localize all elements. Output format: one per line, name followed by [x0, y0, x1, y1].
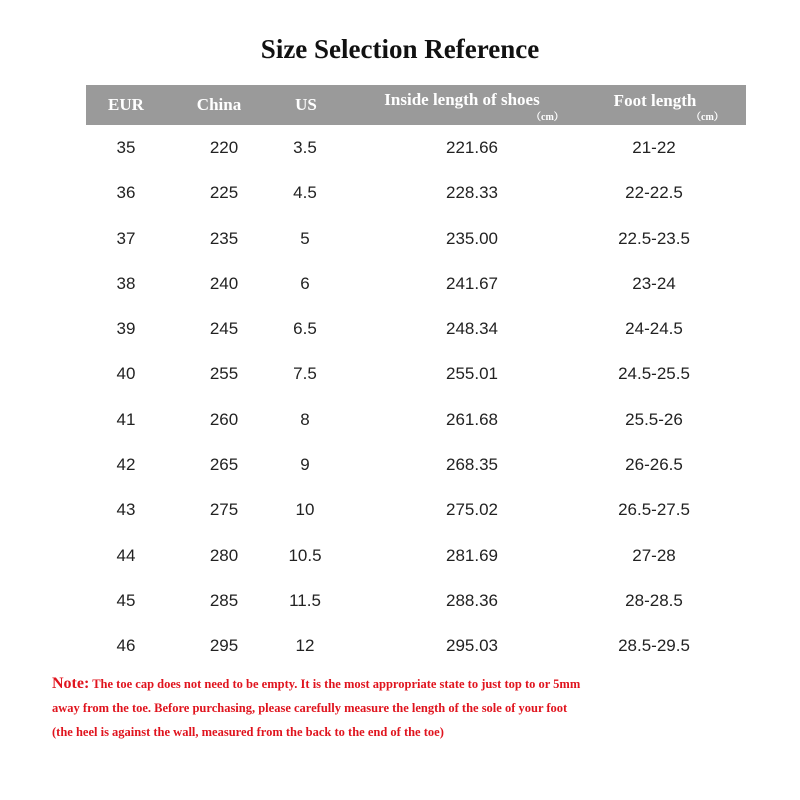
cell-inside-length: 288.36 [446, 590, 498, 610]
note-line-2: away from the toe. Before purchasing, please carefully measure the length of the sole of your foot [52, 701, 568, 715]
cell-us: 4.5 [293, 183, 317, 203]
cell-eur: 41 [116, 409, 136, 429]
note-line-1 [52, 672, 772, 696]
cell-us: 3.5 [293, 138, 317, 157]
cell-china: 225 [209, 183, 239, 203]
table-row [86, 623, 746, 668]
cell-foot-length: 21-22 [632, 138, 676, 157]
table-row [86, 397, 746, 442]
page-title: Size Selection Reference [260, 34, 540, 64]
cell-inside-length: 235.00 [446, 228, 498, 248]
note-line-3: (the heel is against the wall, measured from the back to the end of the toe) [52, 725, 444, 739]
cell-inside-length: 268.35 [446, 455, 498, 475]
header-label-inside-length: Inside length of shoes [384, 90, 540, 109]
cell-foot-length: 26.5-27.5 [618, 500, 690, 520]
cell-foot-length: 25.5-26 [625, 409, 683, 429]
cell-china: 240 [209, 273, 239, 293]
cell-us: 12 [295, 636, 315, 656]
header-unit-inside-length: （cm） [531, 112, 564, 123]
cell-inside-length: 281.69 [446, 545, 498, 565]
table-row [86, 216, 746, 261]
cell-foot-length: 24.5-25.5 [618, 364, 690, 384]
cell-foot-length: 24-24.5 [625, 319, 683, 339]
cell-us: 8 [300, 409, 310, 429]
cell-us: 5 [300, 228, 310, 248]
cell-china: 245 [209, 319, 239, 339]
cell-inside-length: 255.01 [446, 364, 498, 384]
size-table [86, 85, 746, 669]
cell-china: 265 [209, 455, 239, 475]
note-text-1: The toe cap does not need to be empty. It is the most appropriate state to just top to or 5mm [92, 677, 581, 691]
cell-foot-length: 27-28 [632, 545, 676, 565]
cell-inside-length: 295.03 [446, 636, 498, 656]
cell-eur: 43 [116, 500, 136, 520]
cell-inside-length: 275.02 [446, 500, 498, 520]
table-row [86, 578, 746, 623]
cell-us: 6.5 [293, 319, 317, 339]
cell-us: 11.5 [289, 590, 321, 610]
table-row [86, 487, 746, 532]
cell-inside-length: 221.66 [446, 138, 498, 157]
table-header [86, 85, 746, 125]
cell-eur: 40 [116, 364, 136, 384]
header-label-foot-length: Foot length [613, 91, 697, 110]
cell-foot-length: 22.5-23.5 [618, 228, 690, 248]
cell-eur: 46 [116, 636, 136, 656]
table-row [86, 170, 746, 215]
cell-china: 220 [209, 138, 239, 157]
cell-foot-length: 23-24 [632, 273, 676, 293]
table-row [86, 351, 746, 396]
cell-eur: 44 [116, 545, 136, 565]
cell-foot-length: 28-28.5 [625, 590, 683, 610]
header-unit-foot-length: （cm） [691, 112, 724, 123]
cell-foot-length: 22-22.5 [625, 183, 683, 203]
note [52, 672, 772, 744]
header-label-us: US [295, 95, 317, 114]
cell-china: 255 [209, 364, 239, 384]
note-label: Note: [52, 675, 90, 692]
cell-us: 6 [300, 273, 310, 293]
cell-eur: 45 [116, 590, 136, 610]
cell-china: 285 [209, 590, 239, 610]
table-row [86, 125, 746, 170]
table-row [86, 261, 746, 306]
table-body [86, 125, 746, 669]
cell-us: 10 [295, 500, 315, 520]
cell-china: 260 [209, 409, 239, 429]
table-row [86, 442, 746, 487]
header-label-china: China [196, 95, 242, 114]
cell-china: 295 [209, 636, 239, 656]
cell-inside-length: 261.68 [446, 409, 498, 429]
table-row [86, 306, 746, 351]
cell-china: 280 [209, 545, 239, 565]
cell-eur: 37 [116, 228, 136, 248]
header-label-eur: EUR [108, 95, 144, 114]
cell-eur: 39 [116, 319, 136, 339]
cell-foot-length: 26-26.5 [625, 455, 683, 475]
table-row [86, 533, 746, 578]
cell-china: 235 [209, 228, 239, 248]
cell-foot-length: 28.5-29.5 [618, 636, 690, 656]
cell-china: 275 [209, 500, 239, 520]
cell-us: 9 [300, 455, 310, 475]
cell-eur: 42 [116, 455, 136, 475]
cell-inside-length: 241.67 [446, 273, 498, 293]
cell-us: 10.5 [288, 545, 322, 565]
cell-eur: 36 [116, 183, 136, 203]
cell-eur: 35 [116, 138, 136, 157]
cell-us: 7.5 [293, 364, 317, 384]
cell-inside-length: 248.34 [446, 319, 498, 339]
cell-inside-length: 228.33 [446, 183, 498, 203]
cell-eur: 38 [116, 273, 136, 293]
